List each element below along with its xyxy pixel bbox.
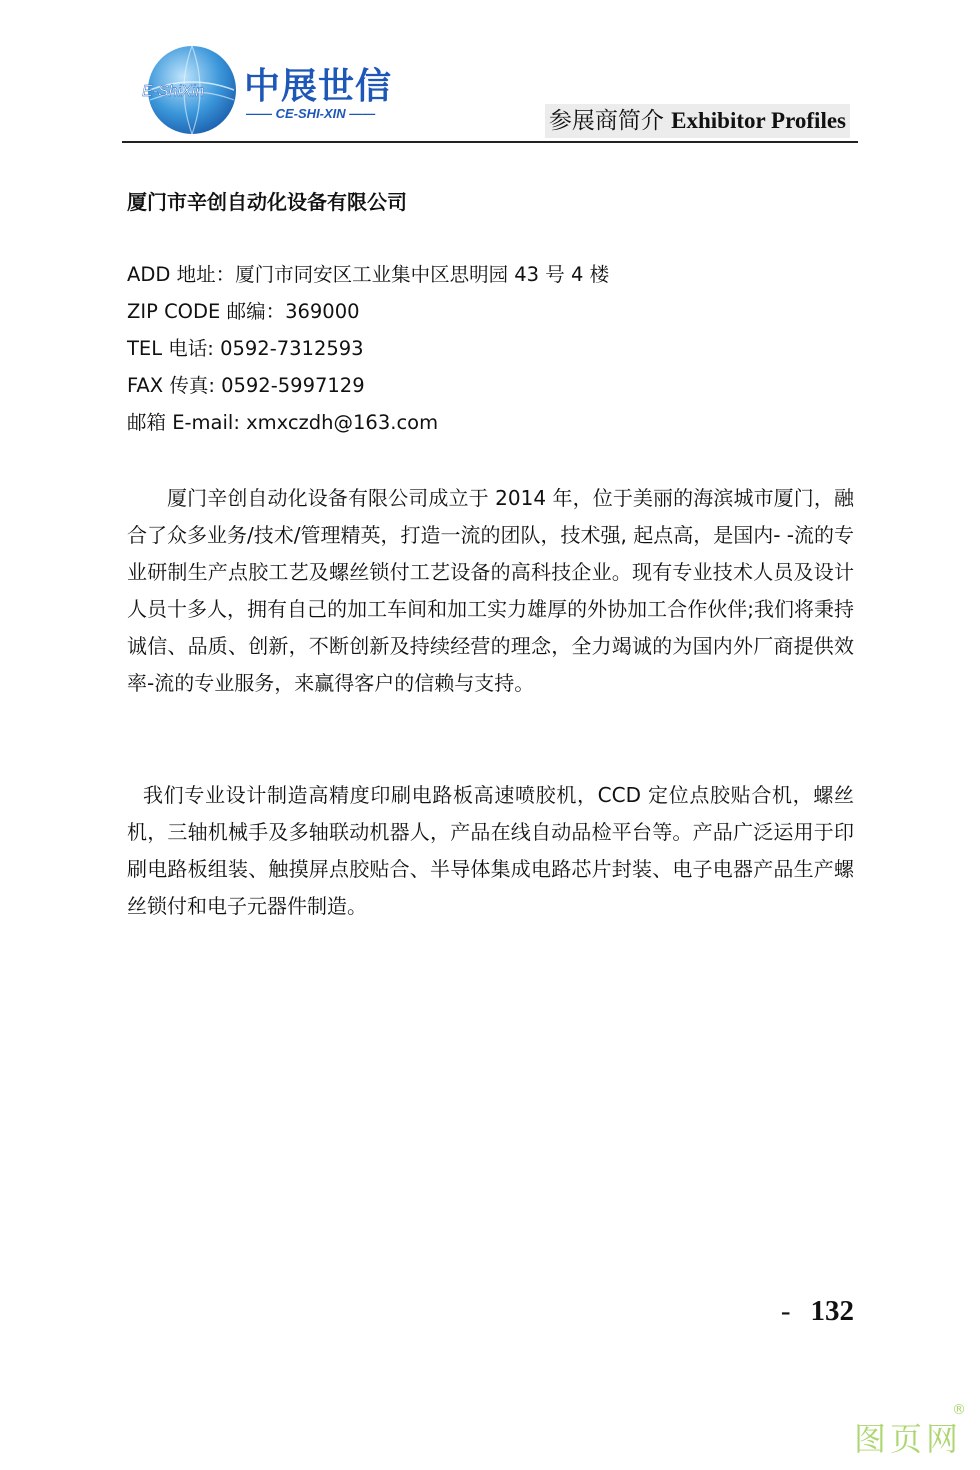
page-number [781,1295,854,1328]
logo-chinese-text: 中展世信 [244,66,393,107]
page-header-title [545,104,850,138]
contact-address: ADD 地址：厦门市同安区工业集中区思明园 43 号 4 楼 [127,263,610,286]
header-title-cn: 参展商简介 [548,108,664,134]
header-title-en: Exhibitor Profiles [671,108,846,133]
contact-zip: ZIP CODE 邮编：369000 [127,300,360,323]
watermark-text: 图页网 [853,1420,962,1458]
header-divider [122,141,858,143]
page-number-dash: - [780,1295,791,1327]
logo-globe-text: E-ShiXin [142,83,205,100]
contact-fax: FAX 传真: 0592-5997129 [127,374,365,397]
contact-list [127,260,609,445]
company-logo [136,44,396,136]
company-name: 厦门市辛创自动化设备有限公司 [127,190,407,214]
contact-email: 邮箱 E-mail: xmxczdh@163.com [127,411,439,434]
page-number-value: 132 [810,1295,854,1327]
contact-tel: TEL 电话: 0592-7312593 [127,337,364,360]
globe-icon [136,44,246,136]
registered-mark: ® [952,1402,970,1418]
watermark [853,1402,970,1460]
logo-english-text: —— CE-SHI-XIN —— [246,106,376,121]
company-intro-paragraph: 厦门辛创自动化设备有限公司成立于 2014 年，位于美丽的海滨城市厦门，融合了众多业务/技术/管理精英，打造一流的团队，技术强, 起点高，是国内- -流的专业研制生产点胶工艺及螺丝锁付工艺设备的高科技企业。现有专业技术人员及设计人员十多人，拥有自己的加工车间和加工实力雄厚的外协加工合作伙伴;我们将秉持诚信、品质、创新，不断创新及持续经营的理念，全力竭诚的为国内外厂商提供效率-流的专业服务，来赢得客户的信赖与支持。 [127,486,854,695]
products-paragraph: 我们专业设计制造高精度印刷电路板高速喷胶机，CCD 定位点胶贴合机，螺丝机，三轴机械手及多轴联动机器人，产品在线自动品检平台等。产品广泛运用于印刷电路板组装、触摸屏点胶贴合、半导体集成电路芯片封装、电子电器产品生产螺丝锁付和电子元器件制造。 [127,783,854,918]
